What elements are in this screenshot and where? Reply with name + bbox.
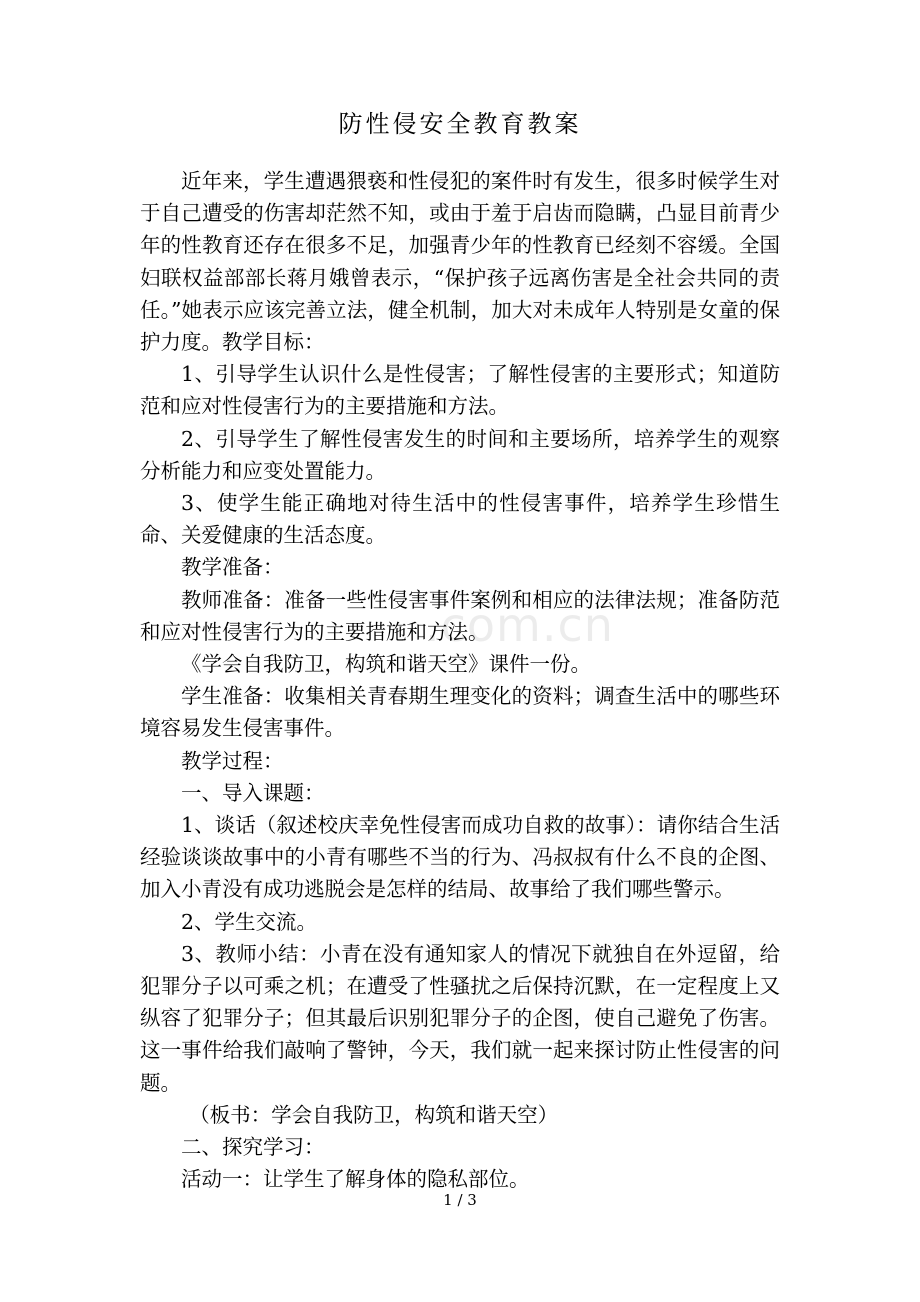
activity-1-paragraph: 活动一：让学生了解身体的隐私部位。 xyxy=(181,1167,530,1192)
step-2-paragraph: 2、学生交流。 xyxy=(181,909,318,934)
board-note-paragraph: （板书：学会自我防卫，构筑和谐天空） xyxy=(189,1102,559,1127)
page-number: 1 / 3 xyxy=(443,1191,477,1209)
section-1-heading: 一、导入课题： xyxy=(181,780,325,805)
goal-3-paragraph: 3、使学生能正确地对待生活中的性侵害事件，培养学生珍惜生命、关爱健康的生活态度。 xyxy=(140,491,780,548)
prep-heading: 教学准备： xyxy=(181,555,284,580)
intro-paragraph: 近年来，学生遭遇猥亵和性侵犯的案件时有发生，很多时候学生对于自己遭受的伤害却茫然不知，或由于羞于启齿而隐瞒，凸显目前青少年的性教育还存在很多不足，加强青少年的性教育已经刻不容缓。全国妇联权益部部长蒋月娥曾表示，“保护孩子远离伤害是全社会共同的责任。”她表示应该完善立法，健全机制，加大对未成年人特别是女童的保护力度。教学目标： xyxy=(140,169,780,355)
teacher-prep-paragraph: 教师准备：准备一些性侵害事件案例和相应的法律法规；准备防范和应对性侵害行为的主要措施和方法。 xyxy=(140,587,780,644)
section-2-heading: 二、探究学习： xyxy=(181,1135,325,1160)
step-1-paragraph: 1、谈话（叙述校庆幸免性侵害而成功自救的故事）：请你结合生活经验谈谈故事中的小青有哪些不当的行为、冯叔叔有什么不良的企图、加入小青没有成功逃脱会是怎样的结局、故事给了我们哪些警示。 xyxy=(140,813,780,902)
document-title: 防性侵安全教育教案 xyxy=(338,110,582,138)
step-3-paragraph: 3、教师小结：小青在没有通知家人的情况下就独自在外逗留，给犯罪分子以可乘之机；在遭受了性骚扰之后保持沉默，在一定程度上又纵容了犯罪分子；但其最后识别犯罪分子的企图，使自己避免了伤害。这一事件给我们敲响了警钟，今天，我们就一起来探讨防止性侵害的问题。 xyxy=(140,941,780,1095)
document-body xyxy=(140,165,780,1196)
process-heading: 教学过程： xyxy=(181,748,284,773)
courseware-paragraph: 《学会自我防卫，构筑和谐天空》课件一份。 xyxy=(181,652,591,677)
student-prep-paragraph: 学生准备：收集相关青春期生理变化的资料；调查生活中的哪些环境容易发生侵害事件。 xyxy=(140,684,780,741)
goal-1-paragraph: 1、引导学生认识什么是性侵害；了解性侵害的主要形式；知道防范和应对性侵害行为的主要措施和方法。 xyxy=(140,362,780,419)
goal-2-paragraph: 2、引导学生了解性侵害发生的时间和主要场所，培养学生的观察分析能力和应变处置能力。 xyxy=(140,426,780,483)
watermark: .com.cn xyxy=(425,598,614,652)
